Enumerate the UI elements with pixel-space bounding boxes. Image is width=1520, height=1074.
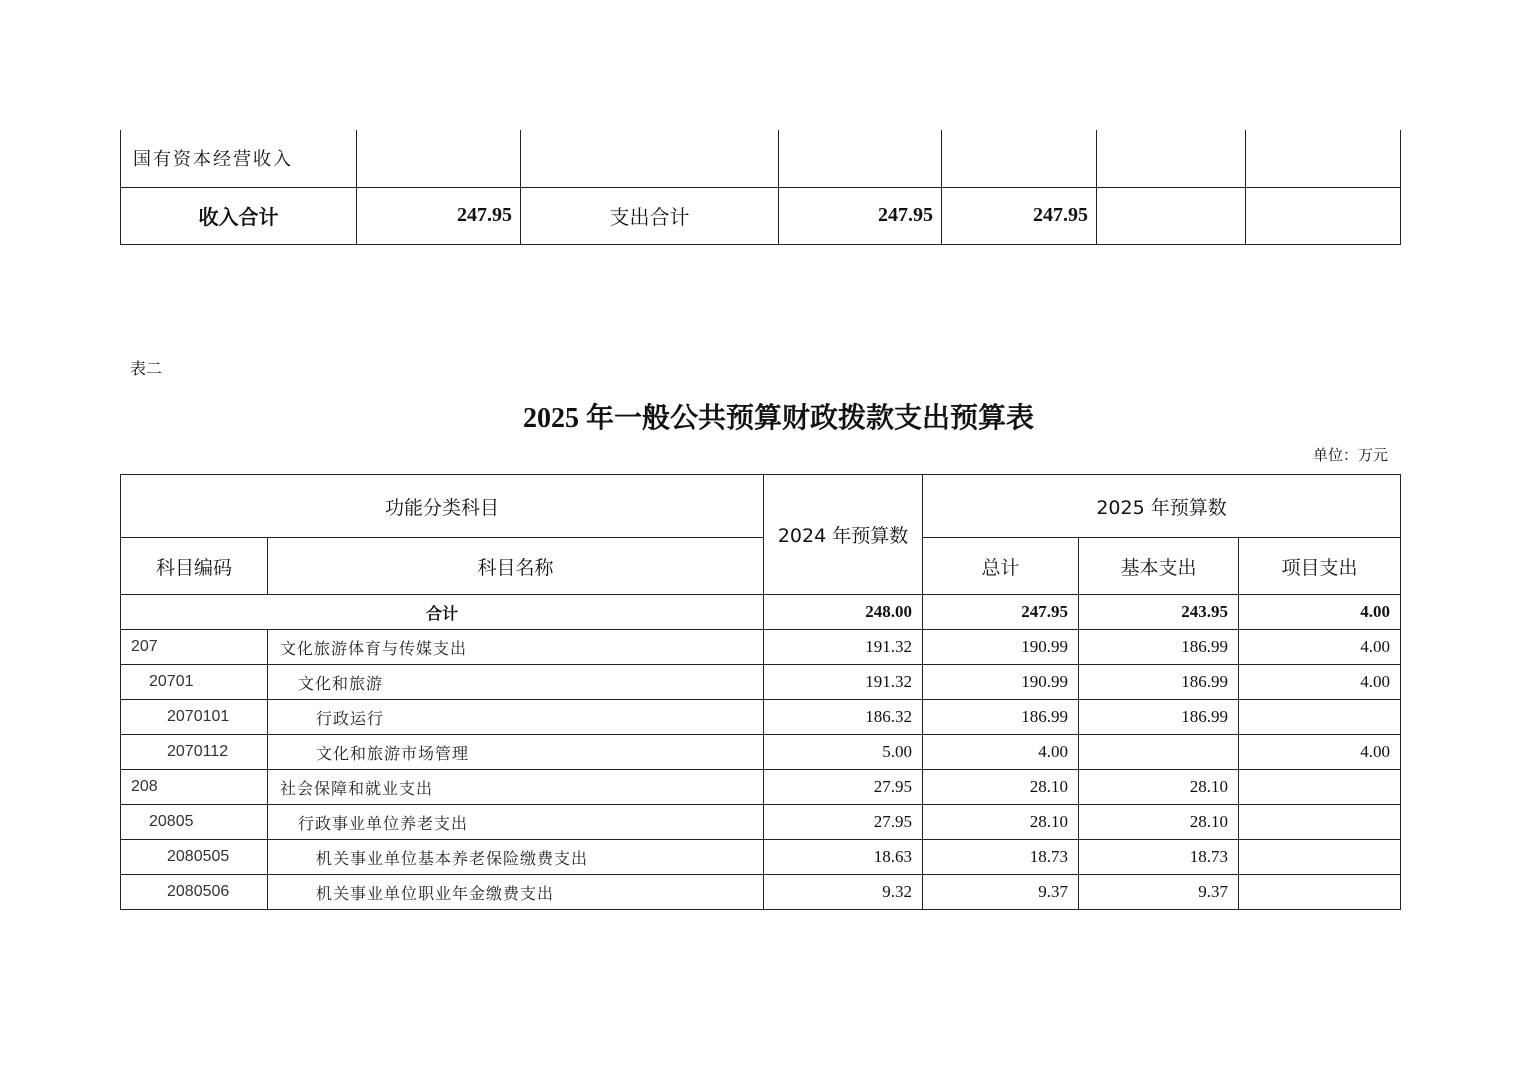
row-prev-budget: 191.32	[764, 630, 923, 665]
row-code: 2070101	[121, 700, 268, 735]
expense-total-label: 支出合计	[521, 187, 779, 244]
budget-expenditure-table	[120, 474, 1401, 910]
row-basic	[1079, 735, 1239, 770]
row-code: 2080506	[121, 875, 268, 910]
table-row	[121, 735, 1401, 770]
row-total: 190.99	[923, 630, 1079, 665]
total-row-basic: 243.95	[1079, 595, 1239, 630]
expense-total-value: 247.95	[779, 187, 942, 244]
row-basic: 186.99	[1079, 630, 1239, 665]
row-code: 207	[121, 630, 268, 665]
total-row-prev: 248.00	[764, 595, 923, 630]
name-header: 科目名称	[268, 538, 764, 595]
total-row	[121, 595, 1401, 630]
basic-header: 基本支出	[1079, 538, 1239, 595]
row-total: 186.99	[923, 700, 1079, 735]
row-prev-budget: 191.32	[764, 665, 923, 700]
income-expense-summary-table	[120, 130, 1401, 245]
project-header: 项目支出	[1239, 538, 1401, 595]
row-total: 4.00	[923, 735, 1079, 770]
row-code: 20701	[121, 665, 268, 700]
row-total: 9.37	[923, 875, 1079, 910]
row-project	[1239, 805, 1401, 840]
row-name: 行政事业单位养老支出	[268, 805, 764, 840]
total-row-total: 247.95	[923, 595, 1079, 630]
row-basic: 28.10	[1079, 805, 1239, 840]
row-project: 4.00	[1239, 735, 1401, 770]
total-row-label: 合计	[121, 595, 764, 630]
row-name: 社会保障和就业支出	[268, 770, 764, 805]
table-row	[121, 840, 1401, 875]
state-capital-income-label: 国有资本经营收入	[121, 130, 357, 187]
table-row-total	[121, 187, 1401, 244]
row-project	[1239, 770, 1401, 805]
table-row	[121, 875, 1401, 910]
row-basic: 186.99	[1079, 700, 1239, 735]
row-project	[1239, 700, 1401, 735]
income-total-label: 收入合计	[121, 187, 357, 244]
functional-category-header: 功能分类科目	[121, 475, 764, 538]
unit-label: 单位：万元	[1312, 446, 1388, 464]
row-code: 208	[121, 770, 268, 805]
table-row	[121, 130, 1401, 187]
total-row-project: 4.00	[1239, 595, 1401, 630]
row-total: 28.10	[923, 770, 1079, 805]
row-prev-budget: 27.95	[764, 770, 923, 805]
row-project	[1239, 875, 1401, 910]
row-prev-budget: 9.32	[764, 875, 923, 910]
row-name: 机关事业单位职业年金缴费支出	[268, 875, 764, 910]
row-name: 文化和旅游	[268, 665, 764, 700]
total-header: 总计	[923, 538, 1079, 595]
row-name: 机关事业单位基本养老保险缴费支出	[268, 840, 764, 875]
row-prev-budget: 5.00	[764, 735, 923, 770]
table-row	[121, 665, 1401, 700]
table-caption: 表二	[130, 359, 163, 378]
row-total: 18.73	[923, 840, 1079, 875]
row-basic: 186.99	[1079, 665, 1239, 700]
row-basic: 9.37	[1079, 875, 1239, 910]
table-row	[121, 805, 1401, 840]
expense-total-col5-value: 247.95	[942, 187, 1097, 244]
header-row-2	[121, 538, 1401, 595]
row-prev-budget: 186.32	[764, 700, 923, 735]
table-row	[121, 770, 1401, 805]
page-title: 2025 年一般公共预算财政拨款支出预算表	[522, 403, 1034, 434]
row-basic: 28.10	[1079, 770, 1239, 805]
table-row	[121, 630, 1401, 665]
row-total: 190.99	[923, 665, 1079, 700]
row-prev-budget: 18.63	[764, 840, 923, 875]
cur-budget-header: 2025 年预算数	[923, 475, 1401, 538]
income-total-value: 247.95	[357, 187, 521, 244]
code-header: 科目编码	[121, 538, 268, 595]
row-code: 20805	[121, 805, 268, 840]
row-project: 4.00	[1239, 665, 1401, 700]
header-row-1	[121, 475, 1401, 538]
table-row	[121, 700, 1401, 735]
row-prev-budget: 27.95	[764, 805, 923, 840]
row-name: 文化旅游体育与传媒支出	[268, 630, 764, 665]
row-total: 28.10	[923, 805, 1079, 840]
prev-budget-header: 2024 年预算数	[764, 475, 923, 595]
row-basic: 18.73	[1079, 840, 1239, 875]
row-code: 2070112	[121, 735, 268, 770]
row-project	[1239, 840, 1401, 875]
row-code: 2080505	[121, 840, 268, 875]
row-project: 4.00	[1239, 630, 1401, 665]
row-name: 行政运行	[268, 700, 764, 735]
row-name: 文化和旅游市场管理	[268, 735, 764, 770]
